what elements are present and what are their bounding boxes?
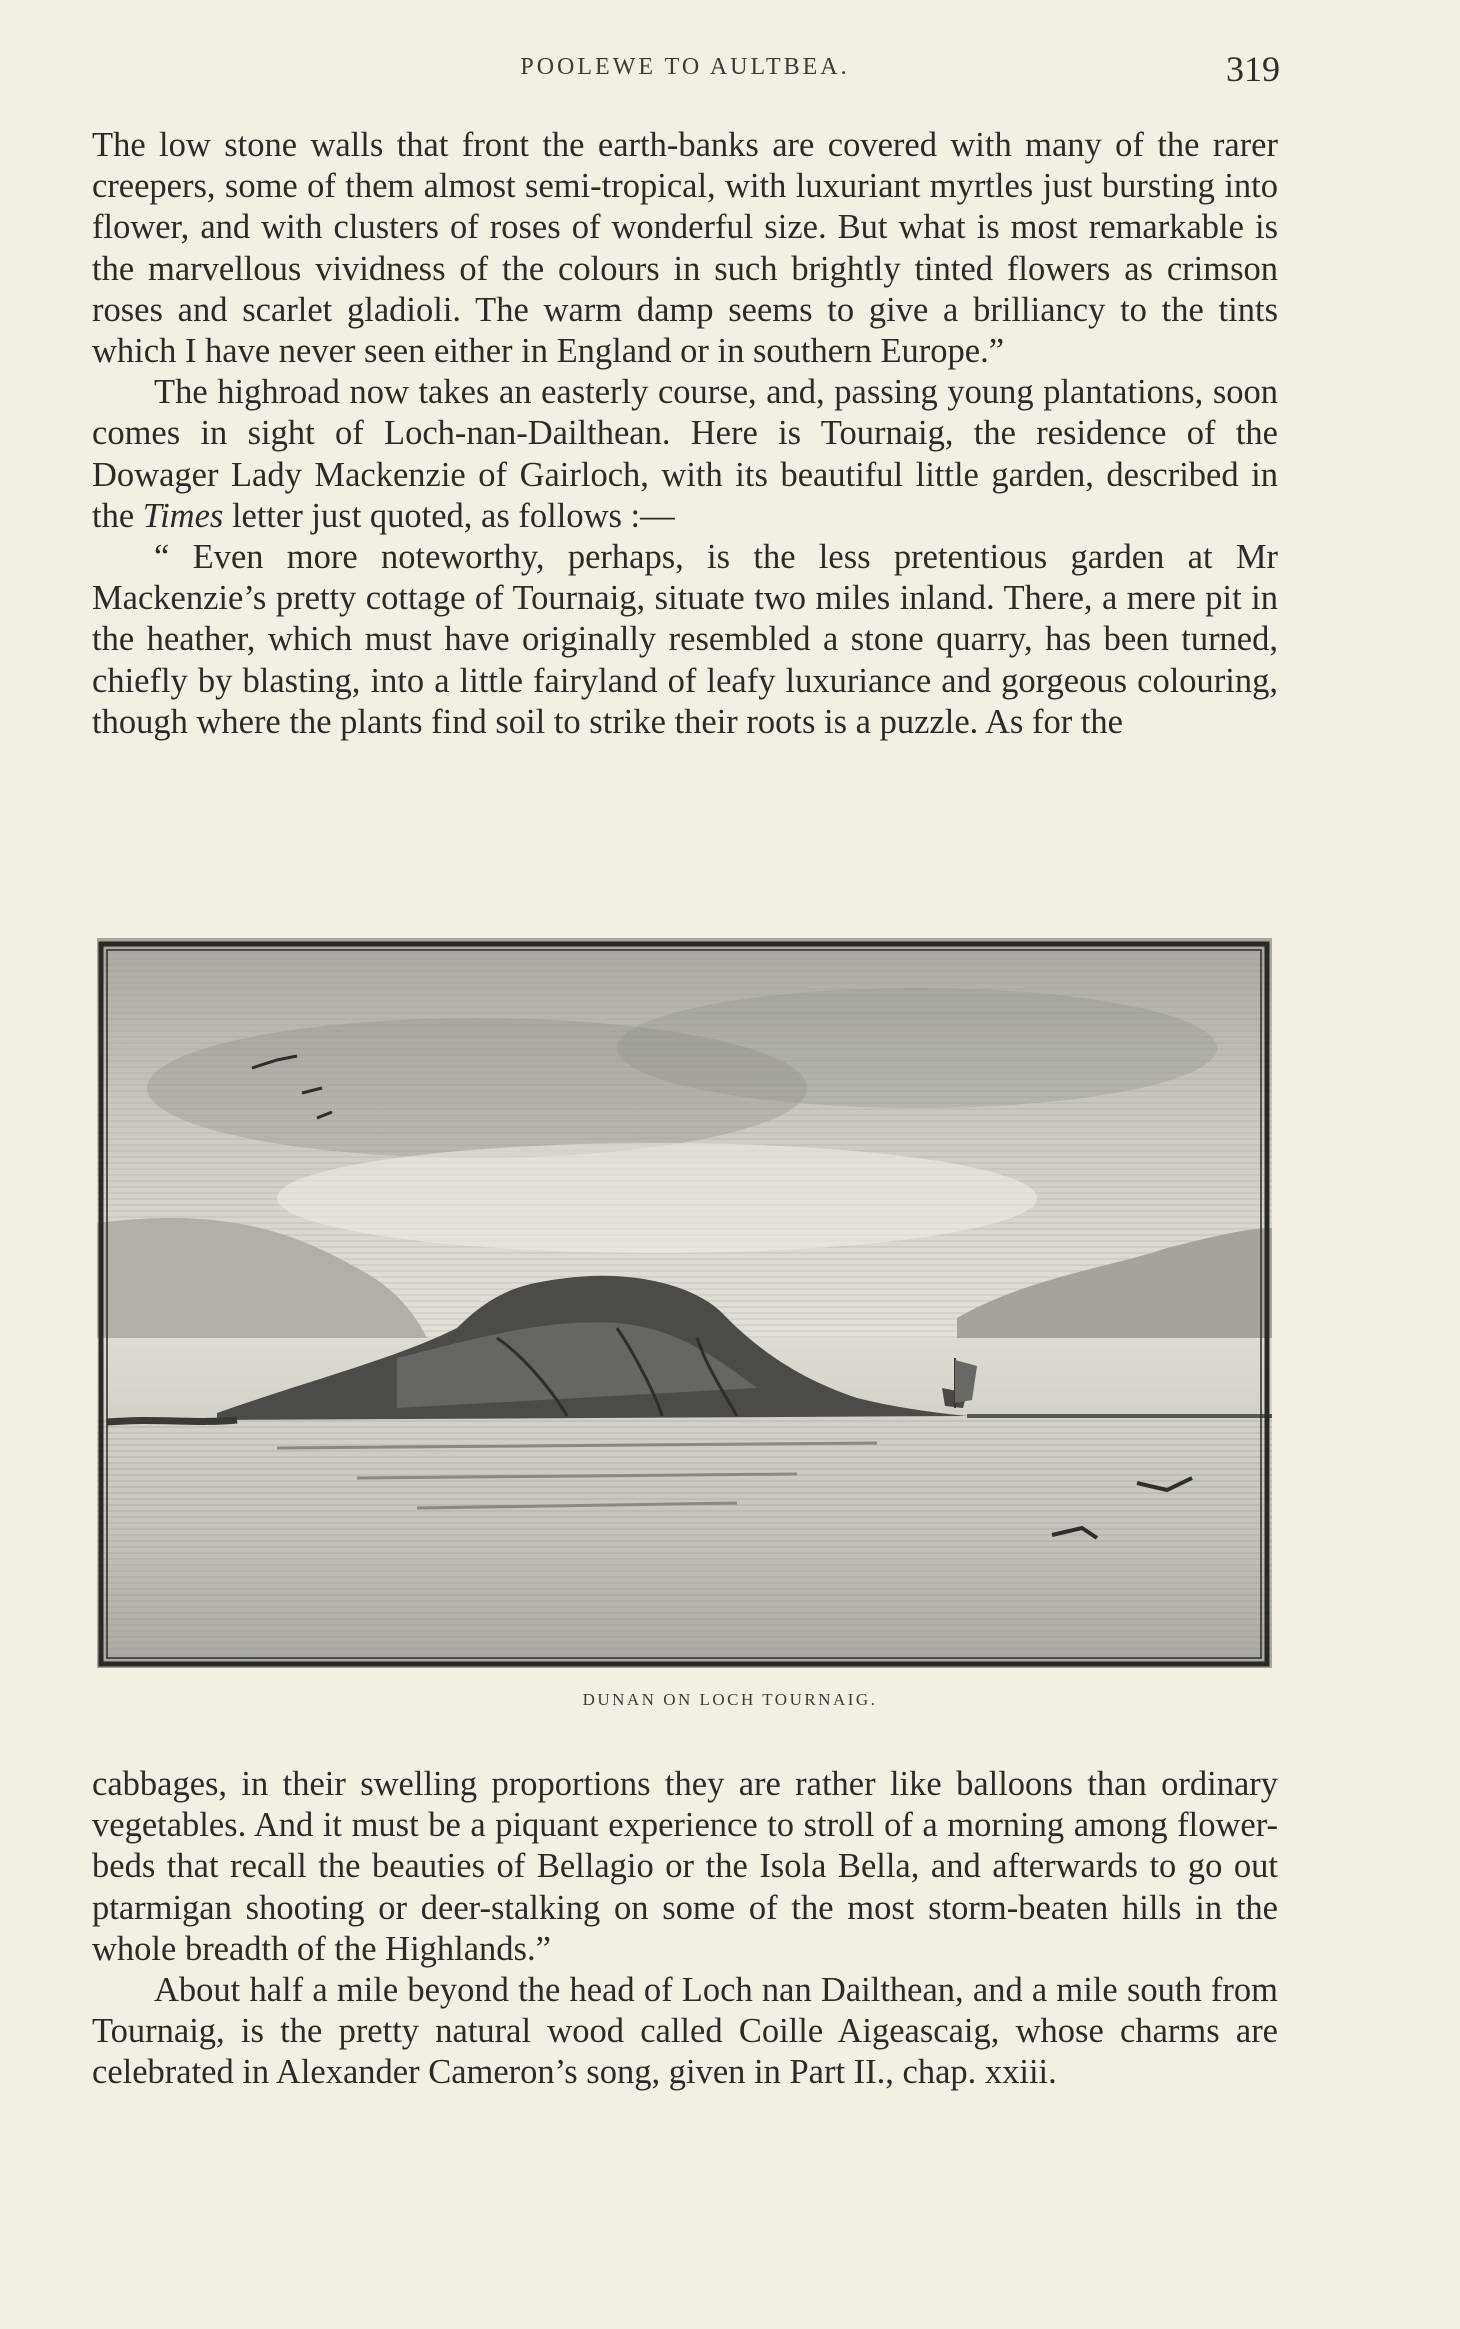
paragraph-quote-continuation: The low stone walls that front the earth-banks are covered with many of the rarer creepers, some of them almost semi-tropical, with luxuriant myrtles just bursting into flower, and with clusters of roses of wonderful size. But what is most remarkable is the marvellous vividness of the colours in such brightly tinted flowers as crimson roses and scarlet gladioli. The warm damp seems to give a brilliancy to the tints which I have never seen either in England or in southern Europe.” — [92, 126, 1278, 371]
page-number: 319 — [1226, 49, 1280, 89]
paragraph-highroad — [92, 372, 1278, 537]
cloud-shape — [277, 1143, 1037, 1253]
figure-caption: DUNAN ON LOCH TOURNAIG. — [582, 1690, 878, 1709]
running-title: POOLEWE TO AULTBEA. — [520, 54, 850, 80]
times-newspaper-title: Times — [142, 496, 224, 535]
cloud-shape — [617, 988, 1217, 1108]
top-text-block — [92, 125, 1278, 743]
paragraph-coille-aigeascaig: About half a mile beyond the head of Loch nan Dailthean, and a mile south from Tournaig, is the pretty natural wood called Coille Aigeascaig, whose charms are celebrated in Alexander Cameron’s song, given in Part II., chap. xxiii. — [92, 1971, 1278, 2092]
paragraph-cabbages: cabbages, in their swelling proportions they are rather like balloons than ordinary vegetables. And it must be a piquant experience to stroll of a morning among flower-beds that recall the beauties of Bellagio or the Isola Bella, and afterwards to go out ptarmigan shooting or deer-stalking on some of the most storm-beaten hills in the whole breadth of the Highlands.” — [92, 1765, 1278, 1968]
bottom-text-block — [92, 1764, 1278, 2094]
loch-engraving — [97, 938, 1272, 1668]
paragraph-highroad-text-a: The highroad now takes an easterly course, and, passing young plantations, soon comes in sight of Loch-nan-Dailthean. Here is Tournaig, the residence of the Dowager Lady Mackenzie of Gairloch, with its beautiful little garden, described in the — [92, 373, 1278, 535]
paragraph-tournaig-garden: “ Even more noteworthy, perhaps, is the less pretentious garden at Mr Mackenzie’s pretty cottage of Tournaig, situate two miles inland. There, a mere pit in the heather, which must have originally resembled a stone quarry, has been turned, chiefly by blasting, into a little fairyland of leafy luxuriance and gorgeous colouring, though where the plants find soil to strike their roots is a puzzle. As for the — [92, 538, 1278, 741]
engraving-illustration — [97, 938, 1272, 1668]
running-head — [90, 48, 1280, 88]
paragraph-highroad-text-b: letter just quoted, as follows :— — [223, 496, 675, 535]
